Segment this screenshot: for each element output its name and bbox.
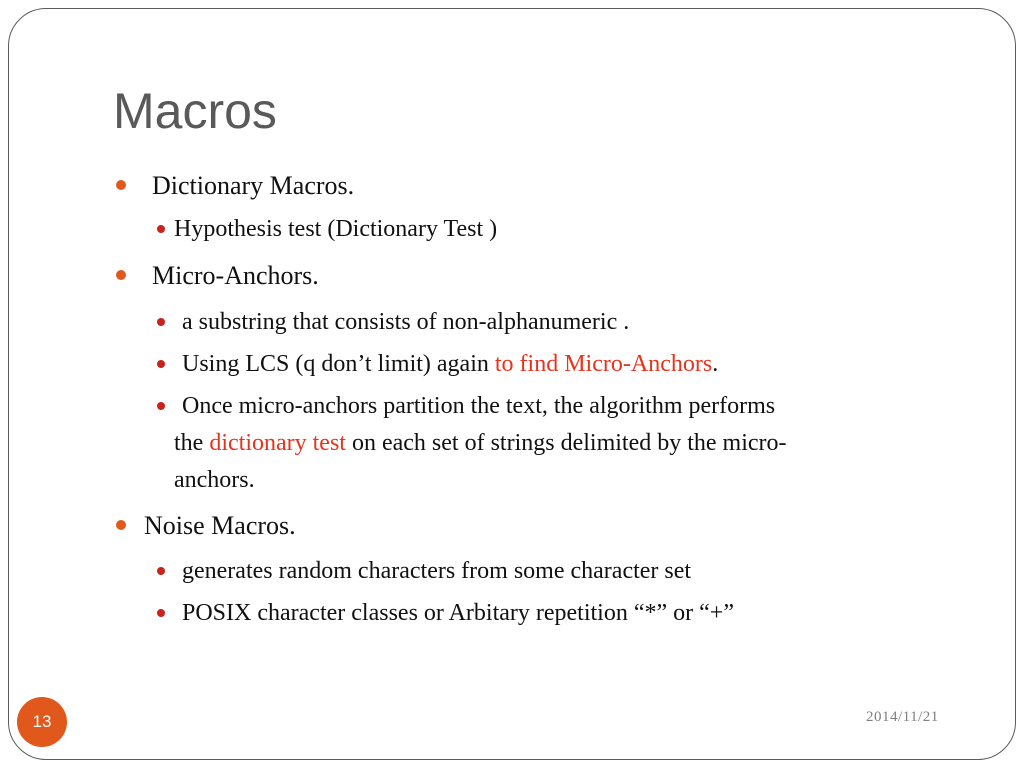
bullet-dot (157, 402, 165, 410)
bullet-dot (157, 360, 165, 368)
bullet-dot (116, 270, 126, 280)
using-lcs-highlight: to find Micro-Anchors (494, 351, 713, 377)
bullet-dot (157, 609, 165, 617)
bullet-micro-anchors: Micro-Anchors. (152, 261, 319, 290)
slide-date: 2014/11/21 (866, 709, 939, 725)
bullet-dot (157, 225, 165, 233)
bullet-hypothesis-test: Hypothesis test (Dictionary Test ) (174, 216, 498, 242)
bullet-substring: a substring that consists of non-alphanumeric . (182, 309, 630, 335)
bullet-dot (116, 180, 126, 190)
using-lcs-text: Using LCS (q don’t limit) again (182, 351, 495, 377)
bullet-once-line2 (174, 424, 787, 462)
using-lcs-period: . (712, 351, 719, 377)
bullet-once-line3: anchors. (174, 467, 255, 493)
bullet-dictionary-macros: Dictionary Macros. (152, 171, 355, 200)
once-prefix: the (174, 430, 210, 456)
bullet-once-line1: Once micro-anchors partition the text, the algorithm performs (182, 393, 776, 419)
once-highlight: dictionary test (209, 430, 346, 456)
bullet-dot (157, 567, 165, 575)
bullet-using-lcs (182, 345, 718, 383)
bullet-generates-random: generates random characters from some character set (182, 558, 692, 584)
bullet-dot (116, 520, 126, 530)
bullet-noise-macros: Noise Macros. (144, 511, 296, 540)
once-suffix: on each set of strings delimited by the micro- (345, 430, 787, 456)
slide-title: Macros (113, 83, 277, 139)
bullet-posix: POSIX character classes or Arbitary repetition “*” or “+” (182, 600, 734, 626)
page-number-badge: 13 (17, 697, 67, 747)
bullet-dot (157, 318, 165, 326)
